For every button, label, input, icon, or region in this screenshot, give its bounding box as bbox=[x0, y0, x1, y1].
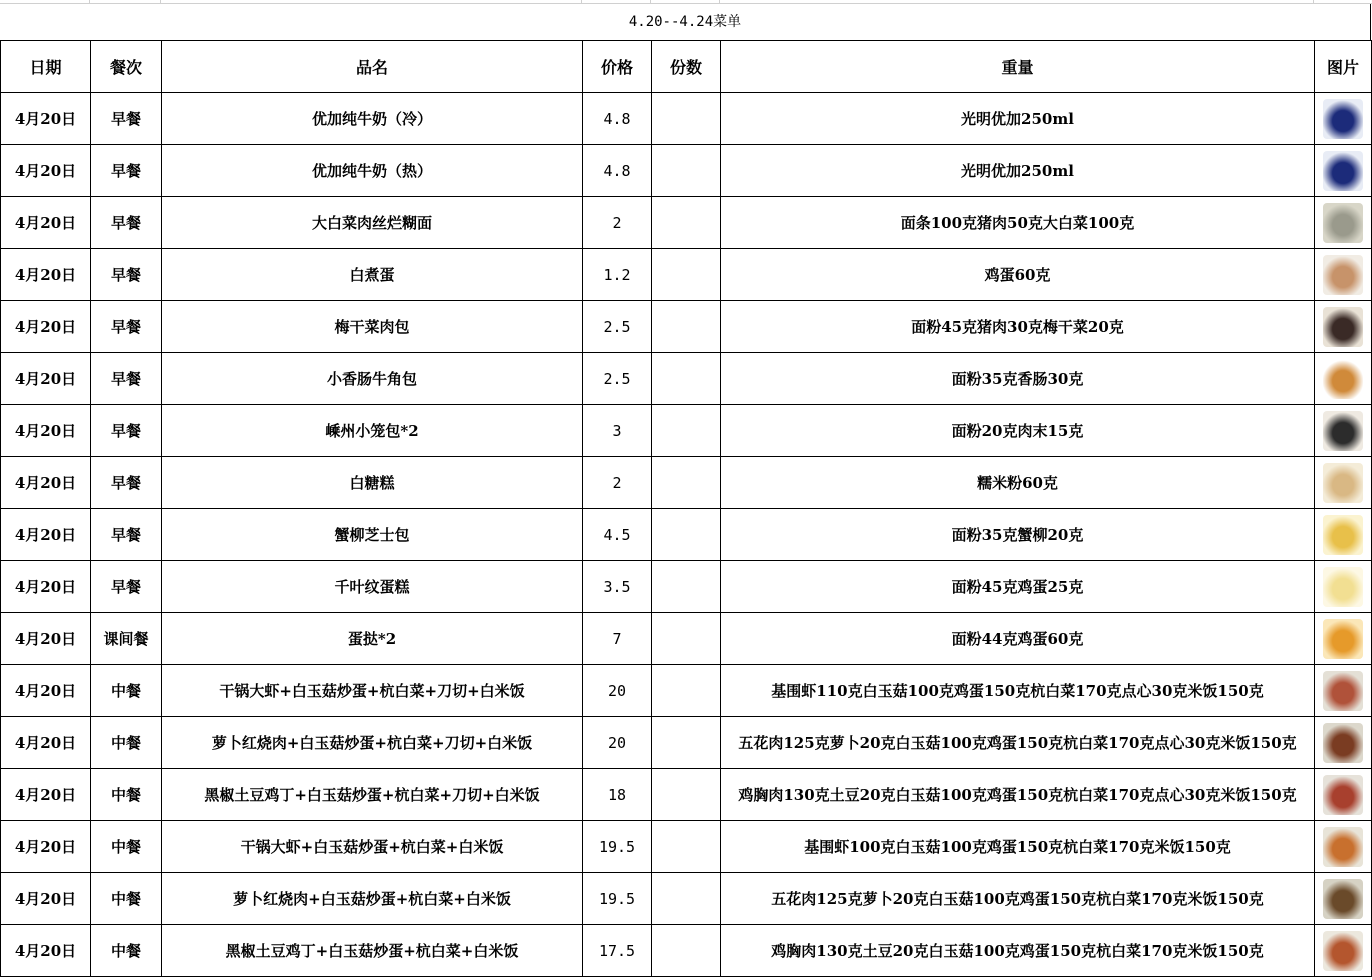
cell-price[interactable]: 2 bbox=[583, 457, 652, 509]
cell-date[interactable]: 4月20日 bbox=[1, 405, 91, 457]
cell-name[interactable]: 优加纯牛奶（热） bbox=[162, 145, 583, 197]
cell-weight[interactable]: 鸡胸肉130克土豆20克白玉菇100克鸡蛋150克杭白菜170克米饭150克 bbox=[721, 925, 1315, 977]
cell-quantity[interactable] bbox=[652, 717, 721, 769]
cell-weight[interactable]: 鸡胸肉130克土豆20克白玉菇100克鸡蛋150克杭白菜170克点心30克米饭150克 bbox=[721, 769, 1315, 821]
header-row bbox=[1, 41, 1372, 93]
cell-quantity[interactable] bbox=[652, 197, 721, 249]
cell-weight[interactable]: 基围虾110克白玉菇100克鸡蛋150克杭白菜170克点心30克米饭150克 bbox=[721, 665, 1315, 717]
cell-price[interactable]: 19.5 bbox=[583, 873, 652, 925]
steamed-buns-image bbox=[1323, 411, 1363, 451]
cell-image[interactable] bbox=[1315, 769, 1372, 821]
cell-name[interactable]: 大白菜肉丝烂糊面 bbox=[162, 197, 583, 249]
table-row bbox=[1, 613, 1372, 665]
cell-quantity[interactable] bbox=[652, 769, 721, 821]
column-header-weight[interactable]: 重量 bbox=[721, 41, 1315, 93]
cell-meal[interactable]: 早餐 bbox=[91, 353, 162, 405]
cell-image[interactable] bbox=[1315, 665, 1372, 717]
cell-quantity[interactable] bbox=[652, 457, 721, 509]
cell-image[interactable] bbox=[1315, 249, 1372, 301]
croissant-image bbox=[1323, 359, 1363, 399]
egg-tart-image bbox=[1323, 619, 1363, 659]
cell-quantity[interactable] bbox=[652, 561, 721, 613]
table-row bbox=[1, 457, 1372, 509]
cell-name[interactable]: 黑椒土豆鸡丁+白玉菇炒蛋+杭白菜+白米饭 bbox=[162, 925, 583, 977]
cell-price[interactable]: 4.8 bbox=[583, 145, 652, 197]
cell-image[interactable] bbox=[1315, 613, 1372, 665]
cell-price[interactable]: 3 bbox=[583, 405, 652, 457]
cheese-bun-image bbox=[1323, 515, 1363, 555]
column-header-image[interactable]: 图片 bbox=[1315, 41, 1372, 93]
cell-meal[interactable]: 中餐 bbox=[91, 925, 162, 977]
cell-meal[interactable]: 中餐 bbox=[91, 821, 162, 873]
cell-weight[interactable]: 基围虾100克白玉菇100克鸡蛋150克杭白菜170克米饭150克 bbox=[721, 821, 1315, 873]
cell-date[interactable]: 4月20日 bbox=[1, 353, 91, 405]
cell-weight[interactable]: 五花肉125克萝卜20克白玉菇100克鸡蛋150克杭白菜170克点心30克米饭150克 bbox=[721, 717, 1315, 769]
layer-cake-image bbox=[1323, 567, 1363, 607]
cell-date[interactable]: 4月20日 bbox=[1, 301, 91, 353]
menu-table-body bbox=[1, 93, 1372, 977]
cell-image[interactable] bbox=[1315, 561, 1372, 613]
cell-price[interactable]: 18 bbox=[583, 769, 652, 821]
milk-carton-image bbox=[1323, 151, 1363, 191]
cell-image[interactable] bbox=[1315, 405, 1372, 457]
cell-price[interactable]: 19.5 bbox=[583, 821, 652, 873]
cell-price[interactable]: 4.5 bbox=[583, 509, 652, 561]
table-row bbox=[1, 665, 1372, 717]
menu-title: 4.20--4.24菜单 bbox=[0, 4, 1371, 40]
cell-meal[interactable]: 课间餐 bbox=[91, 613, 162, 665]
cell-image[interactable] bbox=[1315, 93, 1372, 145]
table-row bbox=[1, 353, 1372, 405]
cell-weight[interactable]: 面条100克猪肉50克大白菜100克 bbox=[721, 197, 1315, 249]
cell-meal[interactable]: 早餐 bbox=[91, 405, 162, 457]
cell-date[interactable]: 4月20日 bbox=[1, 249, 91, 301]
cell-quantity[interactable] bbox=[652, 145, 721, 197]
cell-image[interactable] bbox=[1315, 509, 1372, 561]
noodle-soup-image bbox=[1323, 203, 1363, 243]
table-row bbox=[1, 561, 1372, 613]
cell-quantity[interactable] bbox=[652, 821, 721, 873]
cell-date[interactable]: 4月20日 bbox=[1, 197, 91, 249]
cell-weight[interactable]: 面粉20克肉末15克 bbox=[721, 405, 1315, 457]
cell-image[interactable] bbox=[1315, 353, 1372, 405]
table-row bbox=[1, 509, 1372, 561]
cell-date[interactable]: 4月20日 bbox=[1, 665, 91, 717]
boiled-egg-image bbox=[1323, 255, 1363, 295]
cell-image[interactable] bbox=[1315, 197, 1372, 249]
cell-meal[interactable]: 早餐 bbox=[91, 301, 162, 353]
cell-quantity[interactable] bbox=[652, 873, 721, 925]
cell-date[interactable]: 4月20日 bbox=[1, 873, 91, 925]
cell-date[interactable]: 4月20日 bbox=[1, 925, 91, 977]
table-row bbox=[1, 717, 1372, 769]
cell-price[interactable]: 2.5 bbox=[583, 301, 652, 353]
cell-weight[interactable]: 面粉44克鸡蛋60克 bbox=[721, 613, 1315, 665]
milk-carton-image bbox=[1323, 99, 1363, 139]
cell-meal[interactable]: 早餐 bbox=[91, 561, 162, 613]
cell-quantity[interactable] bbox=[652, 249, 721, 301]
cell-weight[interactable]: 面粉45克猪肉30克梅干菜20克 bbox=[721, 301, 1315, 353]
cell-weight[interactable]: 面粉35克蟹柳20克 bbox=[721, 509, 1315, 561]
cell-image[interactable] bbox=[1315, 301, 1372, 353]
cell-date[interactable]: 4月20日 bbox=[1, 145, 91, 197]
cell-date[interactable]: 4月20日 bbox=[1, 769, 91, 821]
cell-meal[interactable]: 早餐 bbox=[91, 197, 162, 249]
cell-date[interactable]: 4月20日 bbox=[1, 457, 91, 509]
cell-name[interactable]: 蛋挞*2 bbox=[162, 613, 583, 665]
table-row bbox=[1, 925, 1372, 977]
cell-date[interactable]: 4月20日 bbox=[1, 93, 91, 145]
cell-weight[interactable]: 光明优加250ml bbox=[721, 93, 1315, 145]
table-row bbox=[1, 769, 1372, 821]
sugar-cake-image bbox=[1323, 463, 1363, 503]
column-header-price[interactable]: 价格 bbox=[583, 41, 652, 93]
cell-weight[interactable]: 糯米粉60克 bbox=[721, 457, 1315, 509]
column-header-quantity[interactable]: 份数 bbox=[652, 41, 721, 93]
cell-image[interactable] bbox=[1315, 821, 1372, 873]
cell-name[interactable]: 黑椒土豆鸡丁+白玉菇炒蛋+杭白菜+刀切+白米饭 bbox=[162, 769, 583, 821]
cell-date[interactable]: 4月20日 bbox=[1, 821, 91, 873]
cell-name[interactable]: 萝卜红烧肉+白玉菇炒蛋+杭白菜+刀切+白米饭 bbox=[162, 717, 583, 769]
cell-name[interactable]: 白煮蛋 bbox=[162, 249, 583, 301]
table-row bbox=[1, 301, 1372, 353]
lunch-box-image bbox=[1323, 671, 1363, 711]
column-header-meal[interactable]: 餐次 bbox=[91, 41, 162, 93]
cell-meal[interactable]: 中餐 bbox=[91, 665, 162, 717]
cell-quantity[interactable] bbox=[652, 301, 721, 353]
cell-date[interactable]: 4月20日 bbox=[1, 509, 91, 561]
cell-image[interactable] bbox=[1315, 925, 1372, 977]
cell-weight[interactable]: 面粉35克香肠30克 bbox=[721, 353, 1315, 405]
column-header-date[interactable]: 日期 bbox=[1, 41, 91, 93]
cell-price[interactable]: 1.2 bbox=[583, 249, 652, 301]
cell-price[interactable]: 4.8 bbox=[583, 93, 652, 145]
menu-table bbox=[0, 40, 1372, 977]
cell-meal[interactable]: 中餐 bbox=[91, 873, 162, 925]
meat-bun-image bbox=[1323, 307, 1363, 347]
cell-price[interactable]: 7 bbox=[583, 613, 652, 665]
cell-price[interactable]: 3.5 bbox=[583, 561, 652, 613]
cell-weight[interactable]: 光明优加250ml bbox=[721, 145, 1315, 197]
table-row bbox=[1, 405, 1372, 457]
lunch-box-image bbox=[1323, 775, 1363, 815]
cell-name[interactable]: 干锅大虾+白玉菇炒蛋+杭白菜+白米饭 bbox=[162, 821, 583, 873]
cell-weight[interactable]: 鸡蛋60克 bbox=[721, 249, 1315, 301]
lunch-box-image bbox=[1323, 931, 1363, 971]
cell-quantity[interactable] bbox=[652, 405, 721, 457]
cell-quantity[interactable] bbox=[652, 665, 721, 717]
cell-name[interactable]: 千叶纹蛋糕 bbox=[162, 561, 583, 613]
table-row bbox=[1, 249, 1372, 301]
cell-meal[interactable]: 中餐 bbox=[91, 717, 162, 769]
table-row bbox=[1, 93, 1372, 145]
cell-name[interactable]: 萝卜红烧肉+白玉菇炒蛋+杭白菜+白米饭 bbox=[162, 873, 583, 925]
lunch-box-image bbox=[1323, 879, 1363, 919]
cell-meal[interactable]: 早餐 bbox=[91, 509, 162, 561]
cell-image[interactable] bbox=[1315, 717, 1372, 769]
table-row bbox=[1, 821, 1372, 873]
cell-name[interactable]: 嵊州小笼包*2 bbox=[162, 405, 583, 457]
cell-price[interactable]: 2.5 bbox=[583, 353, 652, 405]
lunch-box-image bbox=[1323, 827, 1363, 867]
cell-quantity[interactable] bbox=[652, 93, 721, 145]
lunch-box-image bbox=[1323, 723, 1363, 763]
column-header-name[interactable]: 品名 bbox=[162, 41, 583, 93]
cell-image[interactable] bbox=[1315, 457, 1372, 509]
cell-weight[interactable]: 五花肉125克萝卜20克白玉菇100克鸡蛋150克杭白菜170克米饭150克 bbox=[721, 873, 1315, 925]
cell-price[interactable]: 20 bbox=[583, 665, 652, 717]
cell-date[interactable]: 4月20日 bbox=[1, 717, 91, 769]
cell-meal[interactable]: 早餐 bbox=[91, 93, 162, 145]
table-row bbox=[1, 873, 1372, 925]
cell-name[interactable]: 优加纯牛奶（冷） bbox=[162, 93, 583, 145]
cell-weight[interactable]: 面粉45克鸡蛋25克 bbox=[721, 561, 1315, 613]
table-row bbox=[1, 197, 1372, 249]
cell-quantity[interactable] bbox=[652, 925, 721, 977]
cell-name[interactable]: 梅干菜肉包 bbox=[162, 301, 583, 353]
cell-meal[interactable]: 早餐 bbox=[91, 145, 162, 197]
cell-price[interactable]: 2 bbox=[583, 197, 652, 249]
cell-quantity[interactable] bbox=[652, 613, 721, 665]
cell-date[interactable]: 4月20日 bbox=[1, 613, 91, 665]
cell-date[interactable]: 4月20日 bbox=[1, 561, 91, 613]
cell-name[interactable]: 小香肠牛角包 bbox=[162, 353, 583, 405]
cell-name[interactable]: 蟹柳芝士包 bbox=[162, 509, 583, 561]
cell-meal[interactable]: 早餐 bbox=[91, 457, 162, 509]
cell-image[interactable] bbox=[1315, 873, 1372, 925]
cell-price[interactable]: 17.5 bbox=[583, 925, 652, 977]
cell-meal[interactable]: 早餐 bbox=[91, 249, 162, 301]
cell-name[interactable]: 白糖糕 bbox=[162, 457, 583, 509]
cell-price[interactable]: 20 bbox=[583, 717, 652, 769]
cell-meal[interactable]: 中餐 bbox=[91, 769, 162, 821]
cell-quantity[interactable] bbox=[652, 353, 721, 405]
cell-quantity[interactable] bbox=[652, 509, 721, 561]
cell-image[interactable] bbox=[1315, 145, 1372, 197]
cell-name[interactable]: 干锅大虾+白玉菇炒蛋+杭白菜+刀切+白米饭 bbox=[162, 665, 583, 717]
table-row bbox=[1, 145, 1372, 197]
